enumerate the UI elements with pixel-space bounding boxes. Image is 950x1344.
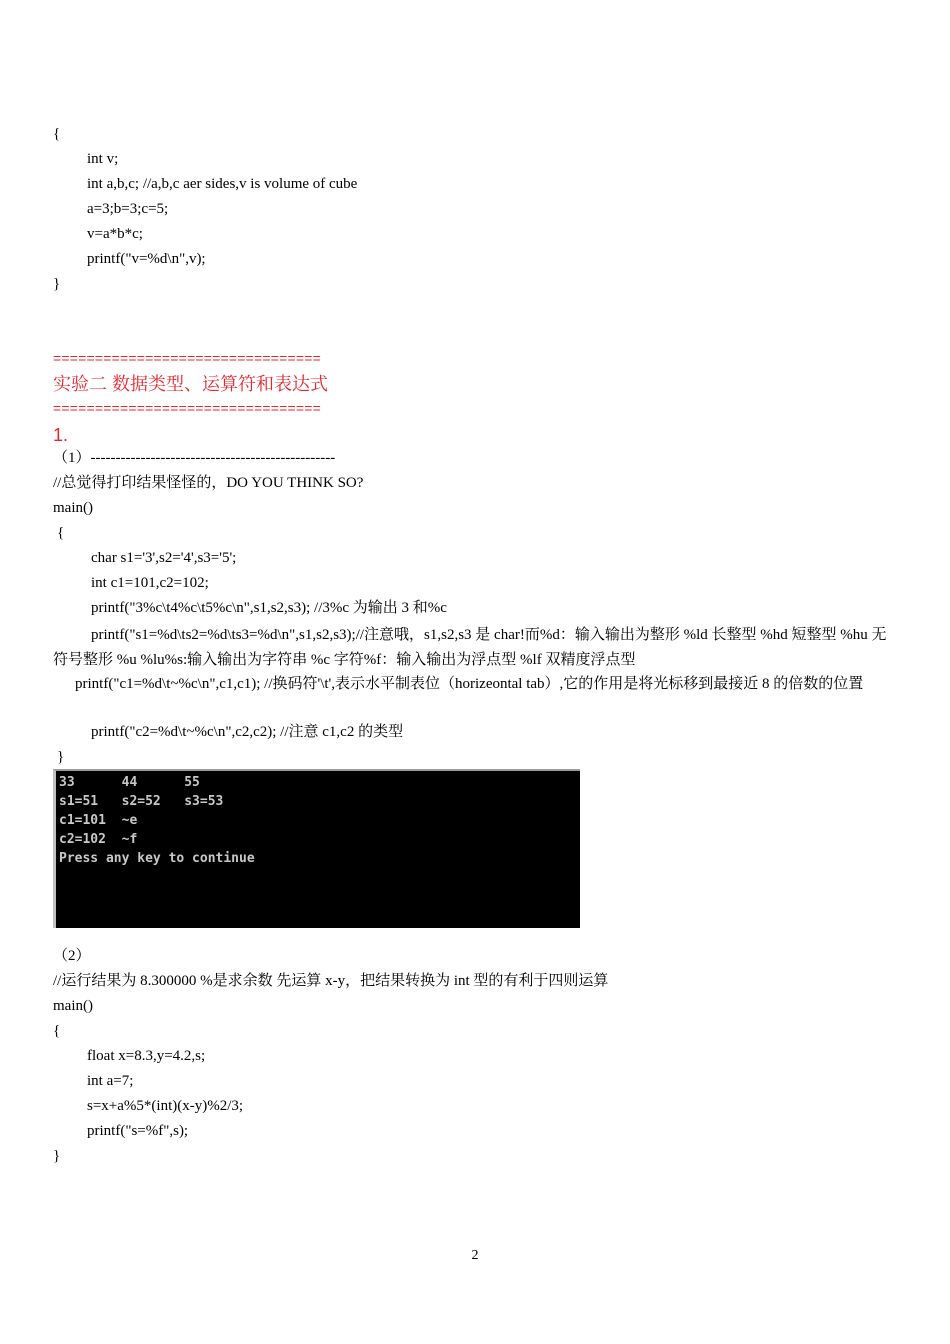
code-line: printf("c1=%d\t~%c\n",c1,c1); //换码符'\t',表示水平制表位（horizeontal tab）,它的作用是将光标移到最接近 8 的倍数的位置 (75, 676, 864, 692)
console-line: c2=102 ~f (59, 832, 138, 847)
part2-comment: //运行结果为 8.300000 %是求余数 先运算 x-y，把结果转换为 int 型的有利于四则运算 (53, 973, 609, 989)
code-line: } (53, 276, 61, 292)
code-line: printf("v=%d\n",v); (87, 251, 206, 267)
console-output-screenshot (53, 769, 580, 928)
section-rule-bottom: ================================ (53, 400, 322, 416)
part1-comment: //总觉得打印结果怪怪的，DO YOU THINK SO? (53, 475, 364, 491)
code-line: char s1='3',s2='4',s3='5'; (91, 550, 237, 566)
code-line: } (53, 1148, 61, 1164)
code-line: float x=8.3,y=4.2,s; (87, 1048, 206, 1064)
code-line: int a=7; (87, 1073, 134, 1089)
code-line: v=a*b*c; (87, 226, 143, 242)
code-line: int c1=101,c2=102; (91, 575, 209, 591)
page-number: 2 (471, 1248, 479, 1263)
code-line: s=x+a%5*(int)(x-y)%2/3; (87, 1098, 244, 1114)
part1-label: （1）------------------------------------------------- (53, 450, 336, 466)
section-number: 1. (53, 425, 69, 445)
section-rule-top: ================================ (53, 350, 322, 366)
console-line: Press any key to continue (59, 851, 255, 866)
code-line: printf("c2=%d\t~%c\n",c2,c2); //注意 c1,c2 的类型 (91, 724, 404, 740)
code-line: } (57, 749, 65, 765)
code-line: int a,b,c; //a,b,c aer sides,v is volume of cube (87, 176, 358, 192)
code-line: a=3;b=3;c=5; (87, 201, 169, 217)
code-line: int v; (87, 151, 119, 167)
part2-label: （2） (53, 948, 91, 964)
code-line: { (53, 126, 61, 142)
code-line: printf("3%c\t4%c\t5%c\n",s1,s2,s3); //3%c 为输出 3 和%c (91, 600, 447, 616)
section-title: 实验二 数据类型、运算符和表达式 (53, 374, 328, 394)
console-line: 33 44 55 (59, 775, 200, 790)
code-line: { (53, 1023, 61, 1039)
part2-main: main() (53, 998, 93, 1014)
code-line: printf("s=%f",s); (87, 1123, 189, 1139)
console-line: c1=101 ~e (59, 813, 138, 828)
code-line: { (57, 525, 65, 541)
code-line: printf("s1=%d\ts2=%d\ts3=%d\n",s1,s2,s3);//注意哦，s1,s2,s3 是 char!而%d：输入输出为整形 %ld 长整型 %hd 短整型 %hu 无符号整形 %u %lu%s:输入输出为字符串 %c 字符%f：输入输出为浮点型 %lf 双精度浮点型 (53, 627, 887, 668)
part1-main: main() (53, 500, 93, 516)
console-line: s1=51 s2=52 s3=53 (59, 794, 224, 809)
